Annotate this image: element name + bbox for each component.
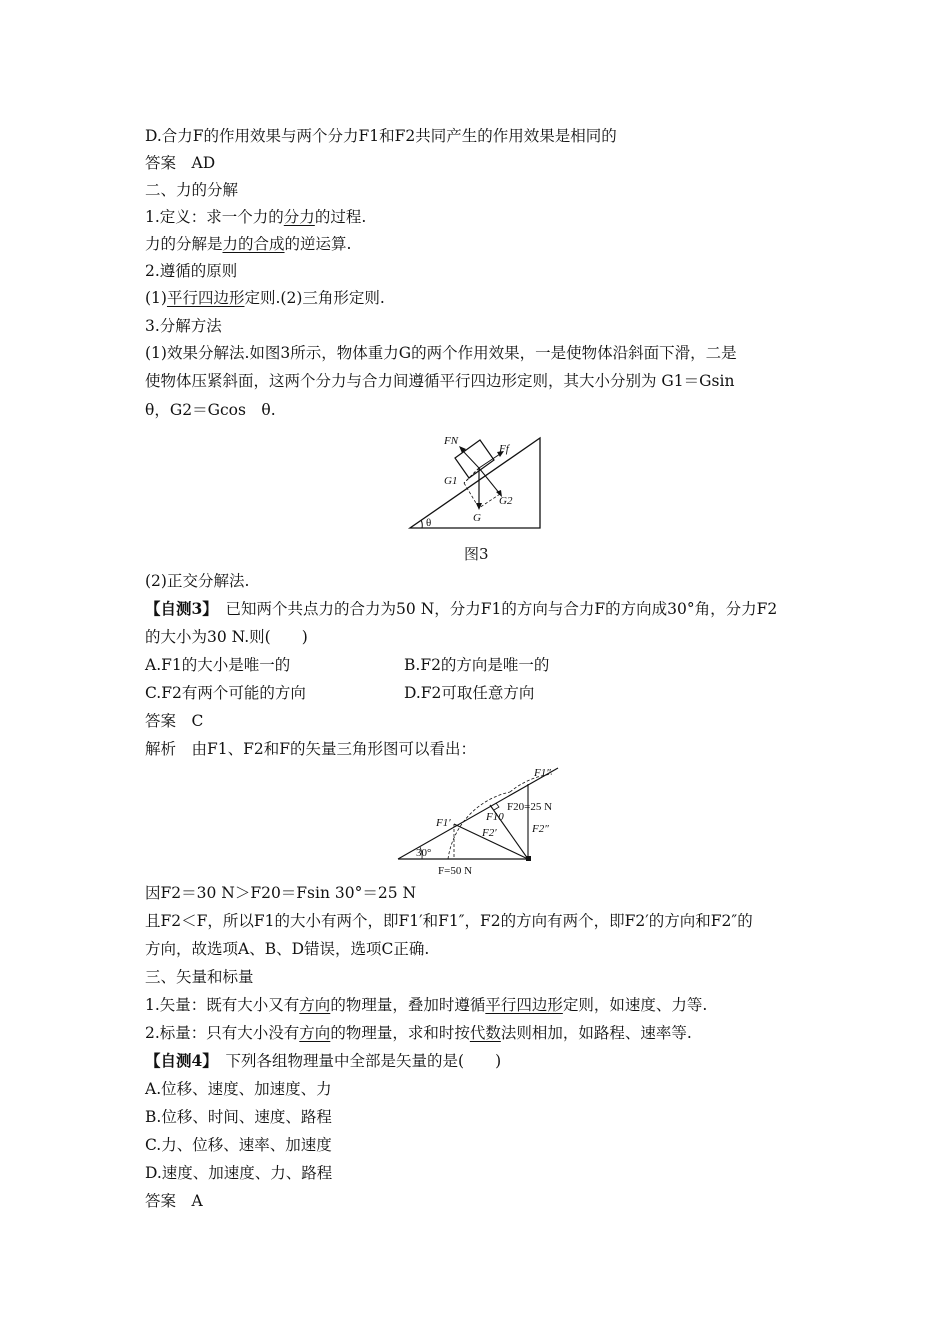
figure-caption: 图3 — [464, 545, 489, 563]
self-test-tag: 【自测4】 — [145, 1051, 211, 1070]
f20-label: F20=25 N — [507, 801, 553, 813]
method-heading: 3.分解方法 — [145, 317, 222, 335]
angle-label: 30° — [416, 847, 432, 859]
option-c: C.力、位移、速率、加速度 — [145, 1136, 332, 1154]
underlined-term: 方向 — [299, 1024, 331, 1042]
vector-definition — [145, 995, 707, 1015]
normal-force-arrow — [462, 450, 479, 468]
g2-component — [479, 468, 500, 494]
definition-line — [145, 207, 366, 227]
effect-line-1: (1)效果分解法.如图3所示，物体重力G的两个作用效果，一是使物体沿斜面下滑，二是 — [145, 344, 737, 362]
text: 1.定义：求一个力的 — [145, 208, 284, 226]
option-b: B.位移、时间、速度、路程 — [145, 1108, 332, 1126]
dash-line — [479, 494, 500, 508]
text: 的物理量，求和时按 — [330, 1024, 470, 1042]
incline-figure — [400, 428, 550, 532]
underlined-term: 分力 — [283, 208, 315, 226]
option-b: B.F2的方向是唯一的 — [404, 656, 550, 674]
vertex-marker — [526, 856, 531, 861]
friction-arrow — [479, 454, 500, 468]
theta-label: θ — [426, 517, 432, 529]
self-test-tag: 【自测3】 — [145, 599, 211, 618]
section-3-title: 三、矢量和标量 — [145, 968, 254, 986]
normal-arrowhead — [459, 446, 466, 453]
vector-triangle-figure — [392, 762, 562, 878]
text: 2.标量：只有大小没有 — [145, 1024, 300, 1042]
text: 的逆运算. — [284, 235, 352, 253]
self-test-3-line-1 — [145, 599, 777, 619]
option-d: D.合力F的作用效果与两个分力F1和F2共同产生的作用效果是相同的 — [145, 127, 617, 145]
option-a: A.F1的大小是唯一的 — [145, 656, 291, 674]
text: 已知两个共点力的合力为50 N，分力F1的方向与合力F的方向成30°角，分力F2 — [210, 600, 778, 618]
g1-component — [464, 468, 479, 483]
underlined-term: 力的合成 — [222, 235, 285, 253]
scalar-definition — [145, 1023, 692, 1043]
underlined-term: 平行四边形 — [166, 289, 245, 307]
analysis-line: 解析 由F1、F2和F的矢量三角形图可以看出： — [145, 740, 476, 758]
conclusion-line-1: 且F2＜F，所以F1的大小有两个，即F1′和F1″，F2的方向有两个，即F2′的方向和F2″的 — [145, 912, 753, 930]
text: 的物理量，叠加时遵循 — [330, 996, 486, 1014]
f2-double-prime-label: F2″ — [532, 823, 549, 835]
text: 定则，如速度、力等. — [562, 996, 708, 1014]
fn-label: FN — [444, 435, 459, 447]
angle-arc — [421, 520, 422, 528]
answer-1: 答案 AD — [145, 154, 216, 172]
underlined-term: 方向 — [299, 996, 331, 1014]
answer-3: 答案 C — [145, 712, 204, 730]
g2-label: G2 — [499, 495, 513, 507]
underlined-term: 代数 — [469, 1024, 501, 1042]
text: 的过程. — [314, 208, 367, 226]
text: (1) — [145, 289, 167, 307]
self-test-4-line — [145, 1051, 501, 1071]
f2-prime-label: F2′ — [482, 827, 497, 839]
f10-label: F10 — [486, 811, 504, 823]
f1-double-prime-label: F1″ — [534, 767, 551, 779]
effect-line-2: 使物体压紧斜面，这两个分力与合力间遵循平行四边形定则，其大小分别为 G1＝Gsin — [145, 372, 735, 390]
self-test-3-line-2: 的大小为30 N.则( ) — [145, 628, 308, 646]
f-label: F=50 N — [438, 865, 473, 877]
underlined-term: 平行四边形 — [485, 996, 563, 1014]
effect-line-3: θ，G2＝Gcos θ. — [145, 401, 276, 419]
option-d: D.F2可取任意方向 — [404, 684, 535, 702]
text: 1.矢量：既有大小又有 — [145, 996, 300, 1014]
text: 法则相加，如路程、速率等. — [500, 1024, 692, 1042]
text: 下列各组物理量中全部是矢量的是( ) — [210, 1052, 502, 1070]
option-a: A.位移、速度、加速度、力 — [145, 1080, 332, 1098]
f1-prime-label: F1′ — [436, 817, 451, 829]
answer-4: 答案 A — [145, 1192, 203, 1210]
g1-label: G1 — [444, 475, 458, 487]
section-2-title: 二、力的分解 — [145, 181, 239, 199]
text: 定则.(2)三角形定则. — [244, 289, 385, 307]
g-label: G — [473, 512, 481, 524]
option-d: D.速度、加速度、力、路程 — [145, 1164, 333, 1182]
text: 力的分解是 — [145, 235, 223, 253]
inverse-line — [145, 234, 351, 254]
option-c: C.F2有两个可能的方向 — [145, 684, 306, 702]
principle-line — [145, 288, 385, 308]
orthogonal-method: (2)正交分解法. — [145, 572, 250, 590]
conclusion-line-2: 方向，故选项A、B、D错误，选项C正确. — [145, 940, 430, 958]
f1-direction-line — [398, 768, 558, 859]
because-line: 因F2＝30 N＞F20＝Fsin 30°＝25 N — [145, 884, 417, 902]
principle-heading: 2.遵循的原则 — [145, 262, 238, 280]
ff-label: Ff — [499, 443, 509, 455]
